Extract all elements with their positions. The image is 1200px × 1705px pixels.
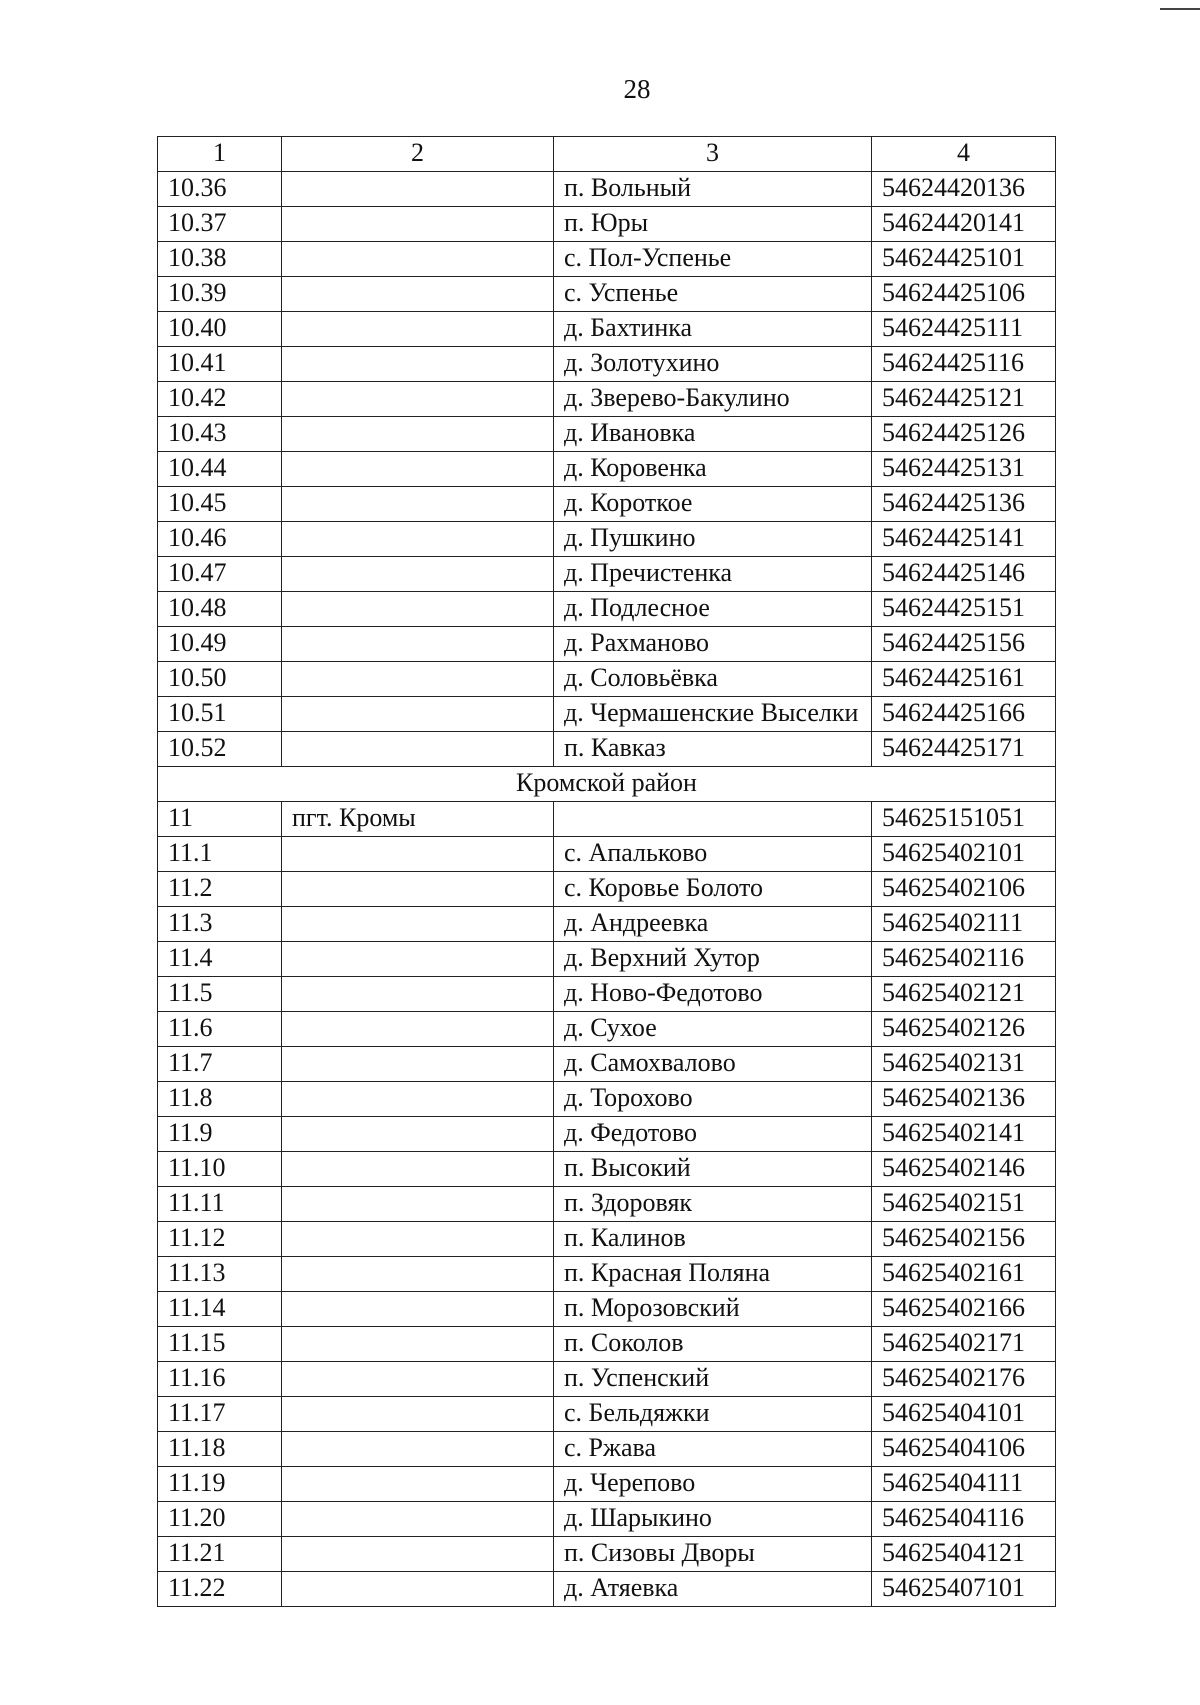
oktmo-code-cell: 54624425136 [872,487,1056,522]
table-row [158,1502,1056,1537]
row-number-cell: 11.13 [158,1257,282,1292]
main-settlement-cell [282,1222,554,1257]
row-number-cell: 10.44 [158,452,282,487]
oktmo-code-cell: 54624425171 [872,732,1056,767]
table-row [158,592,1056,627]
oktmo-code-cell: 54625402141 [872,1117,1056,1152]
main-settlement-cell [282,1152,554,1187]
settlement-name-cell: д. Сухое [554,1012,872,1047]
settlement-name-cell: п. Сизовы Дворы [554,1537,872,1572]
main-settlement-cell: пгт. Кромы [282,802,554,837]
settlement-name-cell: п. Красная Поляна [554,1257,872,1292]
main-settlement-cell [282,1292,554,1327]
row-number-cell: 10.47 [158,557,282,592]
table-row [158,1187,1056,1222]
table-row [158,1467,1056,1502]
settlement-name-cell: д. Подлесное [554,592,872,627]
table-row [158,172,1056,207]
settlement-table [157,136,1056,1607]
oktmo-code-cell: 54625404111 [872,1467,1056,1502]
row-number-cell: 11.6 [158,1012,282,1047]
table-body [158,137,1056,1607]
table-row [158,697,1056,732]
main-settlement-cell [282,1572,554,1607]
table-row [158,627,1056,662]
settlement-name-cell: д. Зверево-Бакулино [554,382,872,417]
table-row [158,977,1056,1012]
settlement-name-cell: п. Кавказ [554,732,872,767]
table-row [158,907,1056,942]
main-settlement-cell [282,172,554,207]
oktmo-code-cell: 54624425131 [872,452,1056,487]
settlement-name-cell: д. Бахтинка [554,312,872,347]
settlement-name-cell: д. Соловьёвка [554,662,872,697]
settlement-name-cell [554,802,872,837]
oktmo-code-cell: 54624425111 [872,312,1056,347]
table-row [158,207,1056,242]
row-number-cell: 11.11 [158,1187,282,1222]
table-row [158,837,1056,872]
oktmo-code-cell: 54625407101 [872,1572,1056,1607]
oktmo-code-cell: 54624420141 [872,207,1056,242]
settlement-name-cell: п. Успенский [554,1362,872,1397]
oktmo-code-cell: 54625404101 [872,1397,1056,1432]
table-row [158,1082,1056,1117]
settlement-name-cell: с. Пол-Успенье [554,242,872,277]
settlement-name-cell: д. Атяевка [554,1572,872,1607]
table-row [158,732,1056,767]
table-row [158,872,1056,907]
main-settlement-cell [282,662,554,697]
settlement-name-cell: д. Рахманово [554,627,872,662]
row-number-cell: 11.4 [158,942,282,977]
oktmo-code-cell: 54625402116 [872,942,1056,977]
settlement-name-cell: д. Короткое [554,487,872,522]
row-number-cell: 11.15 [158,1327,282,1362]
oktmo-code-cell: 54624420136 [872,172,1056,207]
oktmo-code-cell: 54624425106 [872,277,1056,312]
row-number-cell: 10.49 [158,627,282,662]
row-number-cell: 11.14 [158,1292,282,1327]
settlement-name-cell: д. Коровенка [554,452,872,487]
section-title: Кромской район [158,767,1056,802]
oktmo-code-cell: 54624425161 [872,662,1056,697]
oktmo-code-cell: 54625402131 [872,1047,1056,1082]
main-settlement-cell [282,697,554,732]
table-row [158,1432,1056,1467]
settlement-name-cell: д. Верхний Хутор [554,942,872,977]
main-settlement-cell [282,522,554,557]
table-row [158,1257,1056,1292]
row-number-cell: 11.9 [158,1117,282,1152]
main-settlement-cell [282,1502,554,1537]
main-settlement-cell [282,312,554,347]
settlement-name-cell: д. Шарыкино [554,1502,872,1537]
settlement-name-cell: д. Пушкино [554,522,872,557]
main-settlement-cell [282,207,554,242]
section-row [158,767,1056,802]
settlement-name-cell: с. Бельдяжки [554,1397,872,1432]
main-settlement-cell [282,452,554,487]
table-row [158,1537,1056,1572]
main-settlement-cell [282,382,554,417]
table-row [158,417,1056,452]
settlement-name-cell: д. Ивановка [554,417,872,452]
oktmo-code-cell: 54624425101 [872,242,1056,277]
settlement-name-cell: с. Коровье Болото [554,872,872,907]
main-settlement-cell [282,1467,554,1502]
oktmo-code-cell: 54625402106 [872,872,1056,907]
settlement-name-cell: д. Черепово [554,1467,872,1502]
main-settlement-cell [282,837,554,872]
table-row [158,1397,1056,1432]
settlement-name-cell: п. Юры [554,207,872,242]
table-row [158,1362,1056,1397]
oktmo-code-cell: 54624425146 [872,557,1056,592]
header-cell-1: 1 [158,137,282,172]
table-row [158,557,1056,592]
header-cell-2: 2 [282,137,554,172]
row-number-cell: 11.8 [158,1082,282,1117]
oktmo-code-cell: 54624425151 [872,592,1056,627]
table-row [158,312,1056,347]
oktmo-code-cell: 54625404116 [872,1502,1056,1537]
row-number-cell: 11.21 [158,1537,282,1572]
row-number-cell: 11.12 [158,1222,282,1257]
row-number-cell: 11.1 [158,837,282,872]
table-row [158,1292,1056,1327]
row-number-cell: 10.39 [158,277,282,312]
scan-edge-mark [1160,8,1200,10]
settlement-name-cell: с. Успенье [554,277,872,312]
oktmo-code-cell: 54625402156 [872,1222,1056,1257]
main-settlement-cell [282,487,554,522]
table-row [158,1012,1056,1047]
settlement-name-cell: д. Ново-Федотово [554,977,872,1012]
row-number-cell: 10.48 [158,592,282,627]
row-number-cell: 10.43 [158,417,282,452]
header-cell-4: 4 [872,137,1056,172]
row-number-cell: 11.17 [158,1397,282,1432]
oktmo-code-cell: 54625402151 [872,1187,1056,1222]
table-row [158,662,1056,697]
settlement-name-cell: д. Федотово [554,1117,872,1152]
table-row [158,1572,1056,1607]
row-number-cell: 11.10 [158,1152,282,1187]
main-settlement-cell [282,1537,554,1572]
row-number-cell: 11.22 [158,1572,282,1607]
row-number-cell: 10.38 [158,242,282,277]
oktmo-code-cell: 54625402146 [872,1152,1056,1187]
oktmo-code-cell: 54625402121 [872,977,1056,1012]
table-row [158,277,1056,312]
header-cell-3: 3 [554,137,872,172]
row-number-cell: 10.52 [158,732,282,767]
oktmo-code-cell: 54625404121 [872,1537,1056,1572]
oktmo-code-cell: 54625151051 [872,802,1056,837]
oktmo-code-cell: 54624425126 [872,417,1056,452]
table-row [158,1117,1056,1152]
oktmo-code-cell: 54625402176 [872,1362,1056,1397]
row-number-cell: 10.41 [158,347,282,382]
settlement-name-cell: д. Самохвалово [554,1047,872,1082]
main-settlement-cell [282,347,554,382]
settlement-name-cell: п. Высокий [554,1152,872,1187]
main-settlement-cell [282,872,554,907]
row-number-cell: 10.37 [158,207,282,242]
table-row [158,802,1056,837]
main-settlement-cell [282,977,554,1012]
table-row [158,942,1056,977]
settlement-name-cell: д. Золотухино [554,347,872,382]
oktmo-code-cell: 54624425121 [872,382,1056,417]
row-number-cell: 11.18 [158,1432,282,1467]
settlement-name-cell: п. Морозовский [554,1292,872,1327]
main-settlement-cell [282,242,554,277]
row-number-cell: 10.46 [158,522,282,557]
main-settlement-cell [282,907,554,942]
main-settlement-cell [282,627,554,662]
main-settlement-cell [282,732,554,767]
oktmo-code-cell: 54625402101 [872,837,1056,872]
oktmo-code-cell: 54624425166 [872,697,1056,732]
main-settlement-cell [282,942,554,977]
oktmo-code-cell: 54625402126 [872,1012,1056,1047]
main-settlement-cell [282,1362,554,1397]
settlement-name-cell: п. Соколов [554,1327,872,1362]
main-settlement-cell [282,557,554,592]
table-row [158,242,1056,277]
row-number-cell: 11.5 [158,977,282,1012]
oktmo-code-cell: 54624425116 [872,347,1056,382]
settlement-name-cell: д. Андреевка [554,907,872,942]
row-number-cell: 11.16 [158,1362,282,1397]
main-settlement-cell [282,592,554,627]
oktmo-code-cell: 54625404106 [872,1432,1056,1467]
main-settlement-cell [282,1117,554,1152]
page-number: 28 [623,74,651,104]
settlement-name-cell: с. Апальково [554,837,872,872]
table-row [158,382,1056,417]
settlement-name-cell: с. Ржава [554,1432,872,1467]
main-settlement-cell [282,1187,554,1222]
table-row [158,1327,1056,1362]
row-number-cell: 11.20 [158,1502,282,1537]
row-number-cell: 10.42 [158,382,282,417]
main-settlement-cell [282,1257,554,1292]
oktmo-code-cell: 54625402161 [872,1257,1056,1292]
oktmo-code-cell: 54624425141 [872,522,1056,557]
table-row [158,487,1056,522]
column-number-header [158,137,1056,172]
row-number-cell: 11.7 [158,1047,282,1082]
oktmo-code-cell: 54625402166 [872,1292,1056,1327]
row-number-cell: 10.36 [158,172,282,207]
main-settlement-cell [282,417,554,452]
settlement-name-cell: д. Торохово [554,1082,872,1117]
oktmo-code-cell: 54625402111 [872,907,1056,942]
settlement-name-cell: п. Здоровяк [554,1187,872,1222]
settlement-name-cell: д. Пречистенка [554,557,872,592]
row-number-cell: 10.50 [158,662,282,697]
settlement-name-cell: п. Вольный [554,172,872,207]
main-settlement-cell [282,1012,554,1047]
oktmo-code-cell: 54625402171 [872,1327,1056,1362]
settlement-name-cell: д. Чермашенские Выселки [554,697,872,732]
table-row [158,1152,1056,1187]
settlement-name-cell: п. Калинов [554,1222,872,1257]
oktmo-code-cell: 54625402136 [872,1082,1056,1117]
main-settlement-cell [282,1082,554,1117]
main-settlement-cell [282,1397,554,1432]
main-settlement-cell [282,1327,554,1362]
row-number-cell: 11.2 [158,872,282,907]
row-number-cell: 11.3 [158,907,282,942]
oktmo-code-cell: 54624425156 [872,627,1056,662]
table-row [158,452,1056,487]
table-row [158,1047,1056,1082]
row-number-cell: 10.45 [158,487,282,522]
row-number-cell: 10.51 [158,697,282,732]
main-settlement-cell [282,1047,554,1082]
row-number-cell: 11.19 [158,1467,282,1502]
table-row [158,1222,1056,1257]
table-row [158,522,1056,557]
main-settlement-cell [282,277,554,312]
main-settlement-cell [282,1432,554,1467]
row-number-cell: 10.40 [158,312,282,347]
table-row [158,347,1056,382]
row-number-cell: 11 [158,802,282,837]
